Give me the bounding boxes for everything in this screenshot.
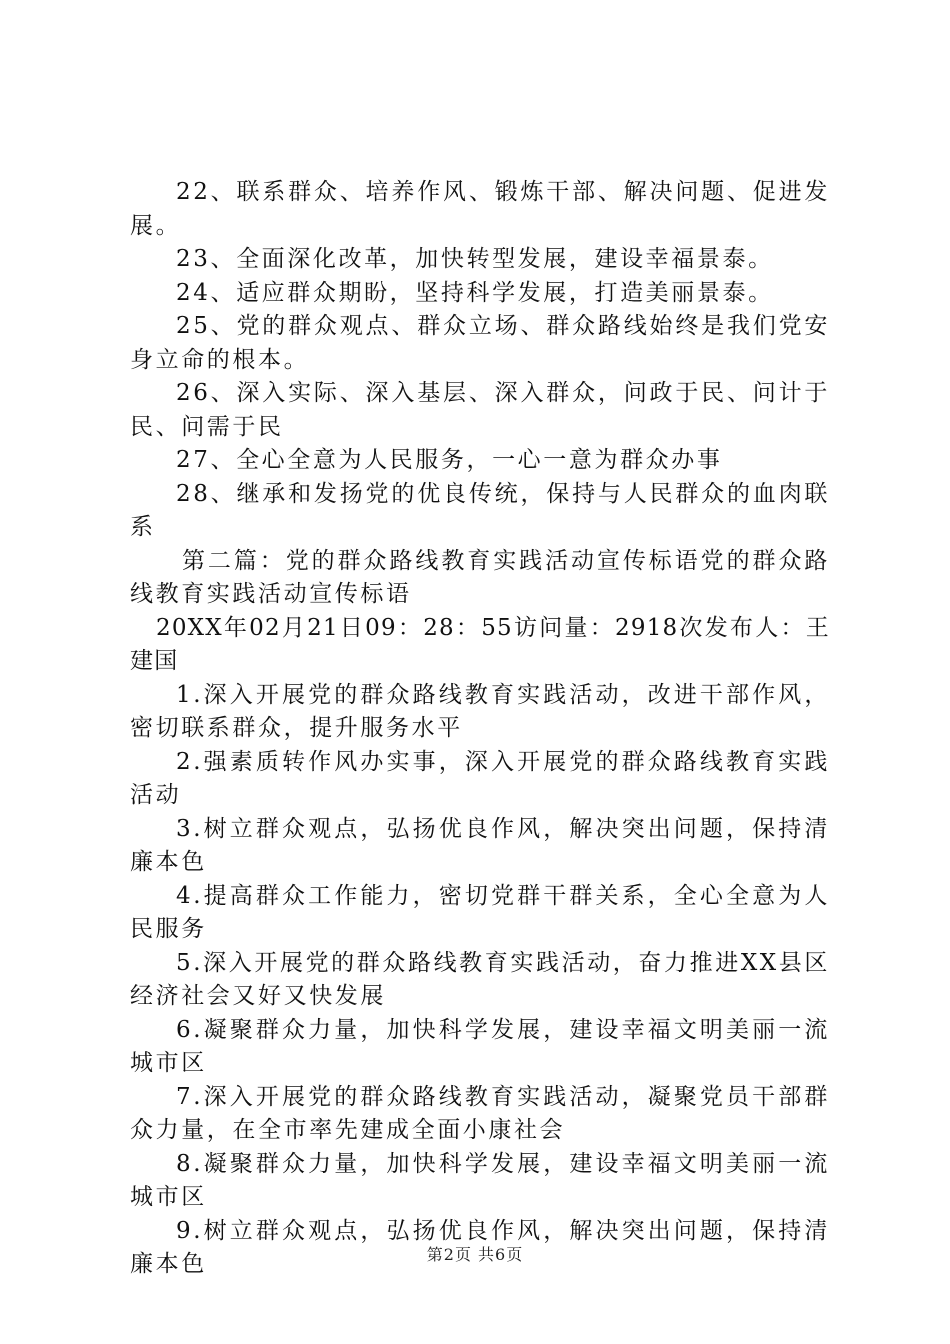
paragraph-26: 26、深入实际、深入基层、深入群众，问政于民、问计于民、问需于民 (130, 380, 830, 440)
paragraph-23: 23、全面深化改革，加快转型发展，建设幸福景泰。 (176, 246, 774, 272)
slogan-5: 5.深入开展党的群众路线教育实践活动，奋力推进XX县区经济社会又好又快发展 (130, 949, 830, 1009)
paragraph-28: 28、继承和发扬党的优良传统，保持与人民群众的血肉联系 (130, 480, 830, 540)
paragraph-25: 25、党的群众观点、群众立场、群众路线始终是我们党安身立命的根本。 (130, 313, 830, 373)
paragraph-27: 27、全心全意为人民服务，一心一意为群众办事 (176, 447, 723, 473)
slogan-4: 4.提高群众工作能力，密切党群干群关系，全心全意为人民服务 (130, 882, 830, 942)
slogan-7: 7.深入开展党的群众路线教育实践活动，凝聚党员干部群众力量，在全市率先建成全面小康社会 (130, 1083, 830, 1143)
publish-meta-line: 20XX年02月21日09：28：55访问量：2918次发布人：王建国 (130, 614, 830, 674)
paragraph-22: 22、联系群众、培养作风、锻炼干部、解决问题、促进发展。 (130, 179, 830, 239)
slogan-1: 1.深入开展党的群众路线教育实践活动，改进干部作风，密切联系群众，提升服务水平 (130, 681, 830, 741)
slogan-2: 2.强素质转作风办实事，深入开展党的群众路线教育实践活动 (130, 748, 830, 808)
page-footer (0, 1242, 950, 1265)
section-heading: 第二篇：党的群众路线教育实践活动宣传标语党的群众路线教育实践活动宣传标语 (130, 547, 830, 607)
slogan-8: 8.凝聚群众力量，加快科学发展，建设幸福文明美丽一流城市区 (130, 1150, 830, 1210)
slogan-3: 3.树立群众观点，弘扬优良作风，解决突出问题，保持清廉本色 (130, 815, 830, 875)
document-body (130, 176, 830, 1282)
slogan-6: 6.凝聚群众力量，加快科学发展，建设幸福文明美丽一流城市区 (130, 1016, 830, 1076)
slogan-9: 9.树立群众观点，弘扬优良作风，解决突出问题，保持清廉本色 (130, 1217, 830, 1277)
page-number-label: 第2页 共6页 (426, 1245, 524, 1264)
paragraph-24: 24、适应群众期盼，坚持科学发展，打造美丽景泰。 (176, 279, 774, 306)
